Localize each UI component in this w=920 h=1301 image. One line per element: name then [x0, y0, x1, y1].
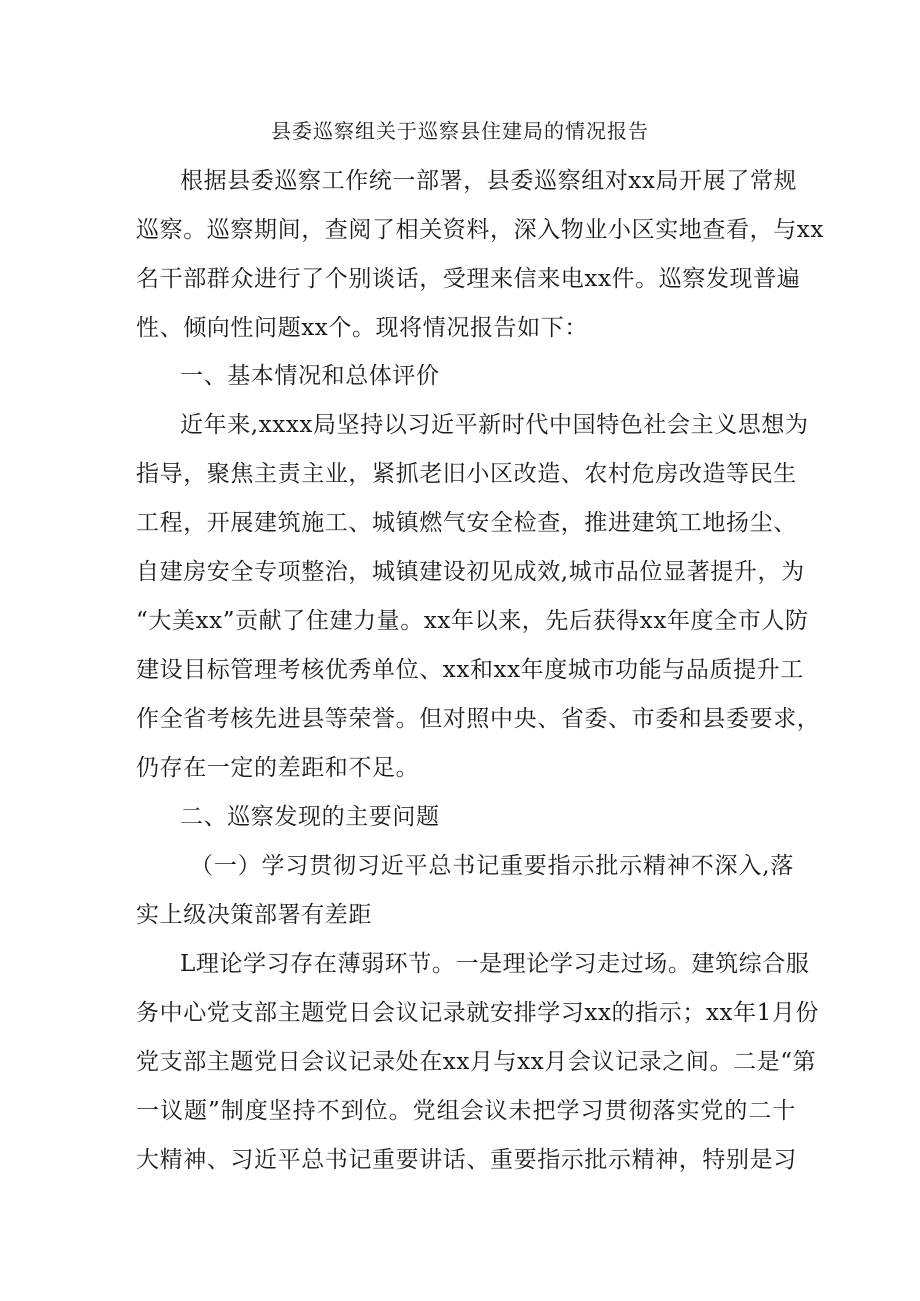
section-heading-problems: 二、巡察发现的主要问题	[180, 804, 440, 830]
paragraph-line: 巡察。巡察期间，查阅了相关资料，深入物业小区实地查看，与xx	[136, 217, 824, 243]
paragraph-line: 根据县委巡察工作统一部署，县委巡察组对xx局开展了常规	[180, 168, 798, 194]
paragraph-line: 自建房安全专项整治，城镇建设初见成效,城市品位显著提升，为	[136, 559, 805, 585]
paragraph-line: 指导，聚焦主责主业，紧抓老旧小区改造、农村危房改造等民生	[136, 461, 797, 487]
paragraph-line: 务中心党支部主题党日会议记录就安排学习xx的指示；xx年1月份	[136, 1000, 820, 1026]
subsection-heading-cont: 实上级决策部署有差距	[136, 902, 372, 928]
paragraph-line: 作全省考核先进县等荣誉。但对照中央、省委、市委和县委要求，	[136, 706, 821, 732]
document-title: 县委巡察组关于巡察县住建局的情况报告	[271, 119, 649, 143]
paragraph-line: 大精神、习近平总书记重要讲话、重要指示批示精神，特别是习	[136, 1147, 797, 1173]
paragraph-line: “大美xx”贡献了住建力量。xx年以来，先后获得xx年度全市人防	[136, 608, 809, 634]
paragraph-line: 党支部主题党日会议记录处在xx月与xx月会议记录之间。二是“第	[136, 1049, 817, 1075]
paragraph-line: L理论学习存在薄弱环节。一是理论学习走过场。建筑综合服	[180, 951, 810, 977]
paragraph-line: 建设目标管理考核优秀单位、xx和xx年度城市功能与品质提升工	[136, 657, 804, 683]
subsection-heading: （一）学习贯彻习近平总书记重要指示批示精神不深入,落	[190, 853, 794, 879]
section-heading-basic: 一、基本情况和总体评价	[180, 363, 440, 389]
paragraph-line: 性、倾向性问题xx个。现将情况报告如下：	[136, 315, 588, 341]
paragraph-line: 仍存在一定的差距和不足。	[136, 755, 420, 781]
paragraph-line: 名干部群众进行了个别谈话，受理来信来电xx件。巡察发现普遍	[136, 266, 801, 292]
paragraph-line: 近年来,xxxx局坚持以习近平新时代中国特色社会主义思想为	[180, 412, 809, 438]
paragraph-line: 工程，开展建筑施工、城镇燃气安全检查，推进建筑工地扬尘、	[136, 510, 797, 536]
paragraph-line: 一议题”制度坚持不到位。党组会议未把学习贯彻落实党的二十	[136, 1098, 796, 1124]
